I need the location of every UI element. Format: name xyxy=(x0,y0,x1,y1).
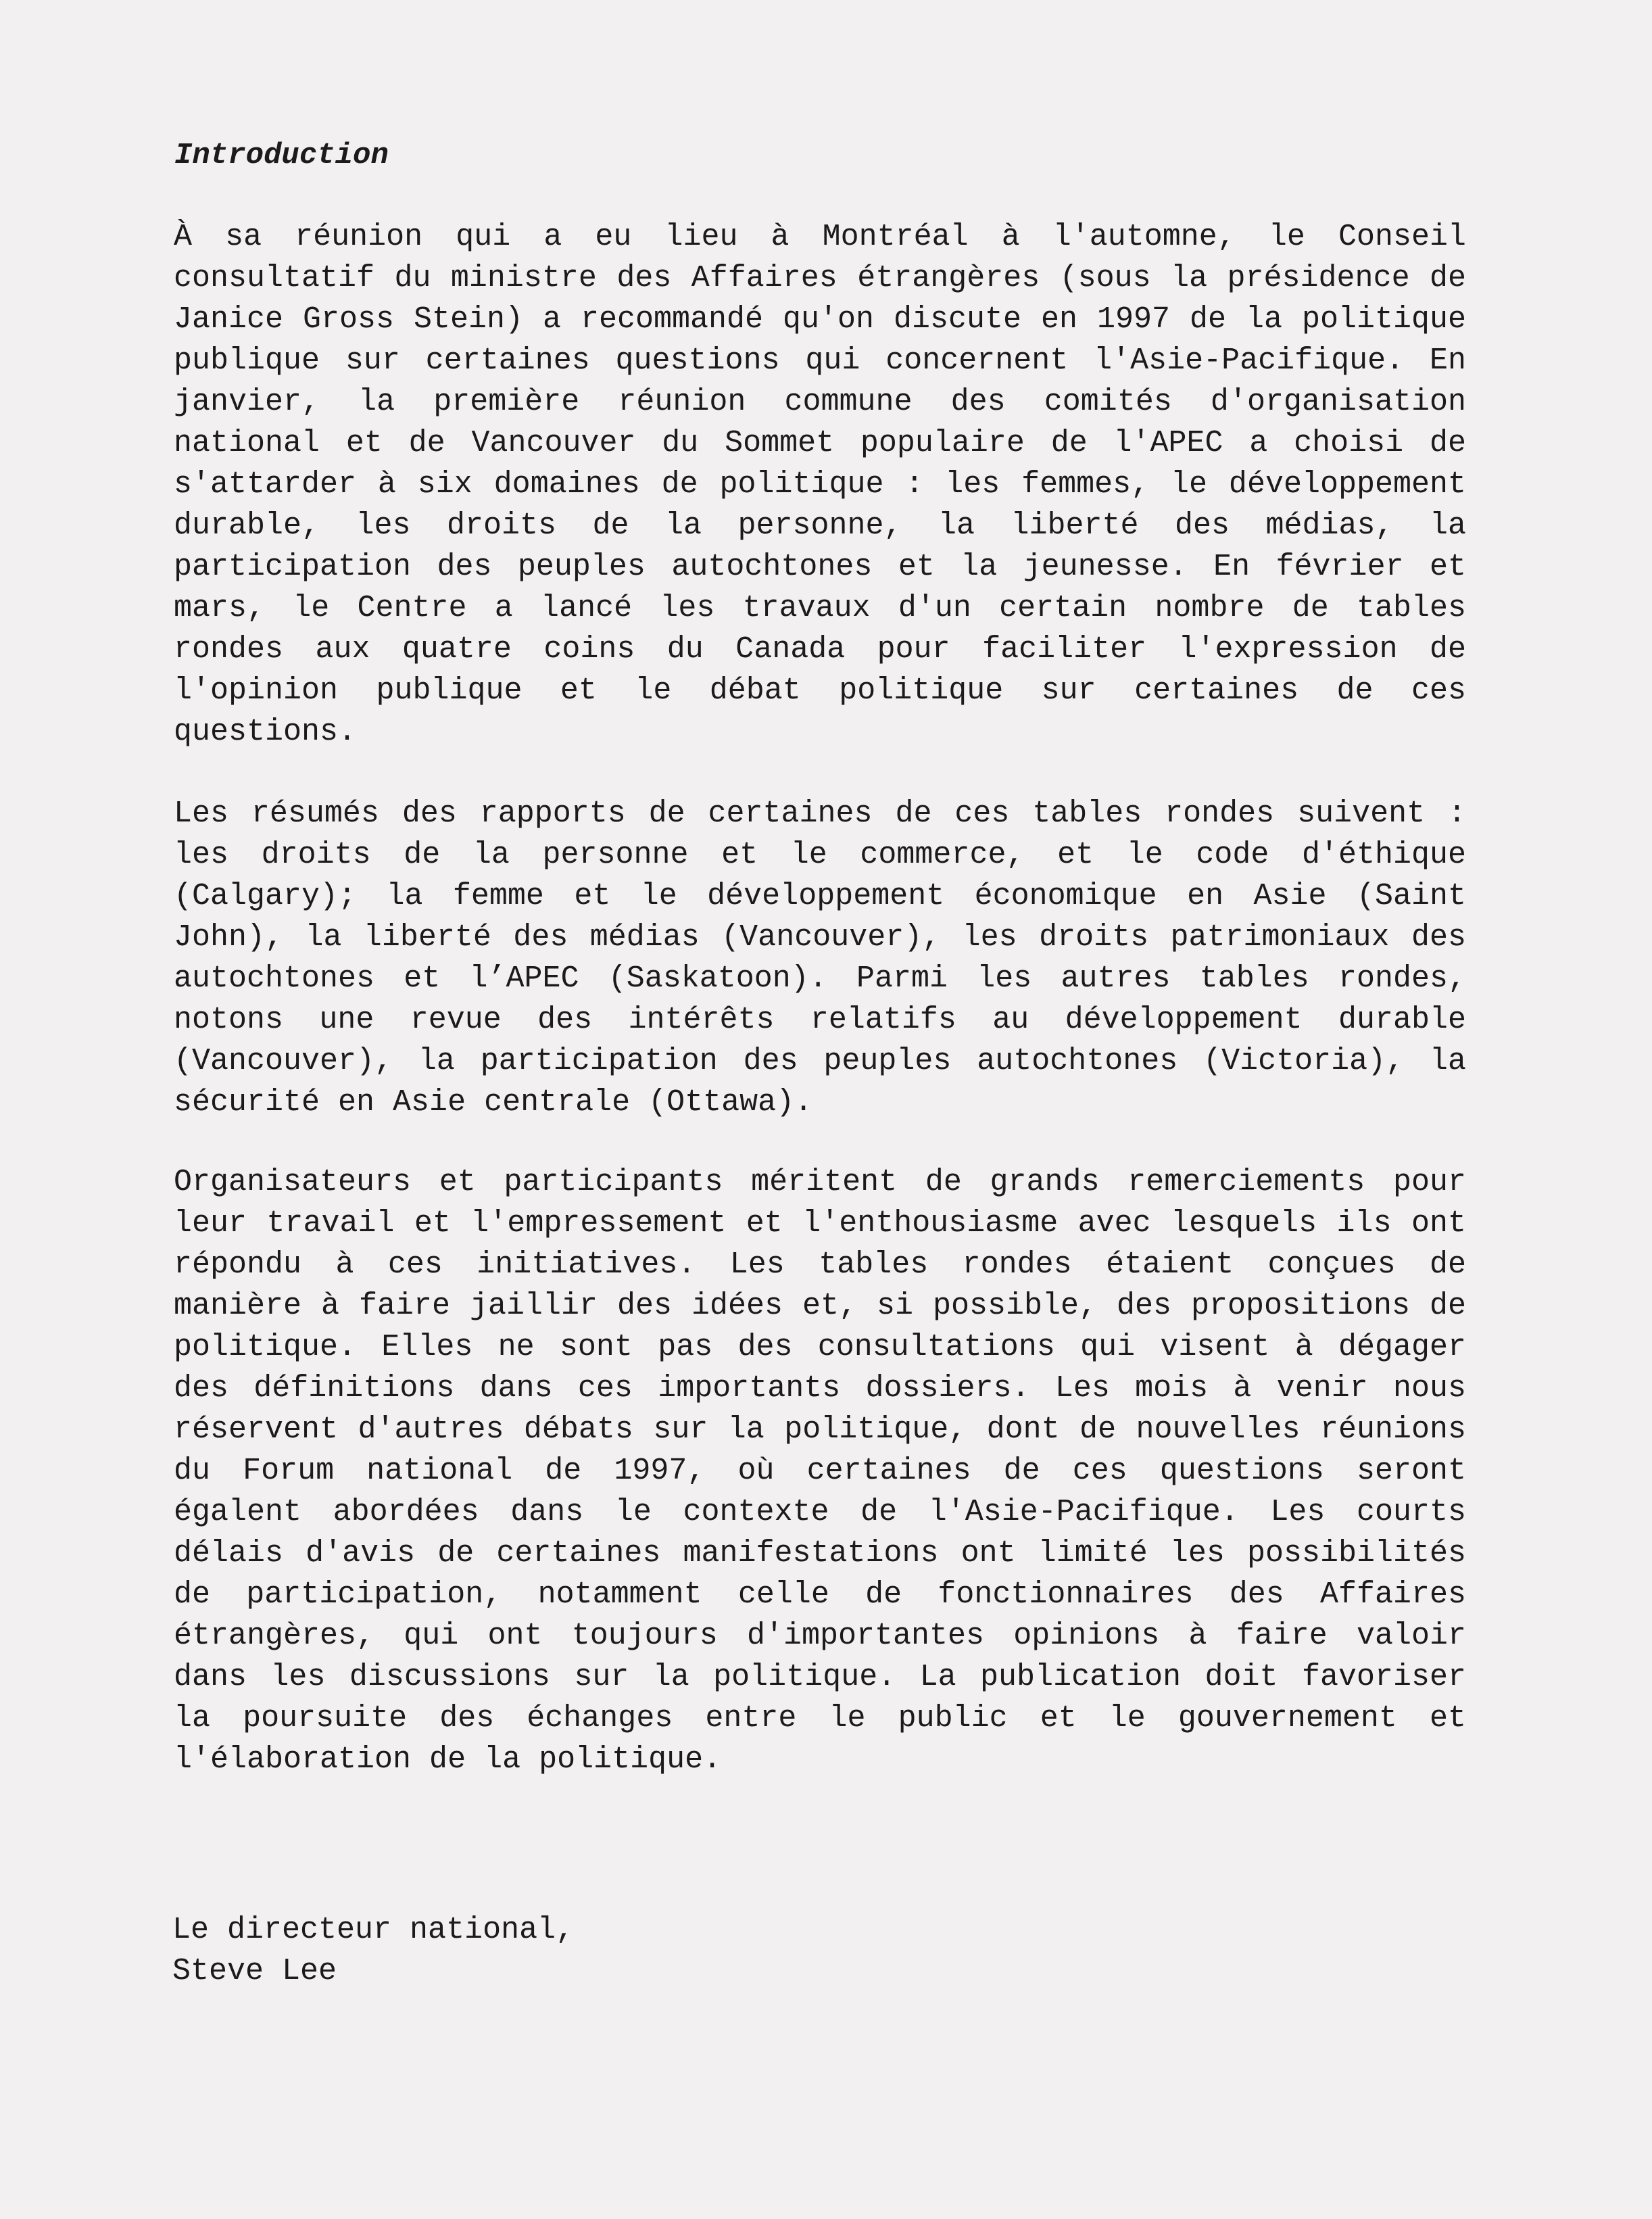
paragraph-2: Les résumés des rapports de certaines de ces tables rondes suivent : les droits de la personne et le commerce, et le code d'éthique (Calgary); la femme et le développement économique en Asie (Saint John), la liberté des médias (Vancouver), les droits patrimoniaux des autochtones et l’APEC (Saskatoon). Parmi les autres tables rondes, notons une revue des intérêts relatifs au développement durable (Vancouver), la participation des peuples autochtones (Victoria), la sécurité en Asie centrale (Ottawa). xyxy=(174,796,1466,1120)
paragraph-1: À sa réunion qui a eu lieu à Montréal à l'automne, le Conseil consultatif du ministre des Affaires étrangères (sous la présidence de Janice Gross Stein) a recommandé qu'on discute en 1997 de la politique publique sur certaines questions qui concernent l'Asie-Pacifique. En janvier, la première réunion commune des comités d'organisation national et de Vancouver du Sommet populaire de l'APEC a choisi de s'attarder à six domaines de politique : les femmes, le développement durable, les droits de la personne, la liberté des médias, la participation des peuples autochtones et la jeunesse. En février et mars, le Centre a lancé les travaux d'un certain nombre de tables rondes aux quatre coins du Canada pour faciliter l'expression de l'opinion publique et le débat politique sur certaines de ces questions. xyxy=(174,220,1466,749)
paragraph-3: Organisateurs et participants méritent de grands remerciements pour leur travail et l'empressement et l'enthousiasme avec lesquels ils ont répondu à ces initiatives. Les tables rondes étaient conçues de manière à faire jaillir des idées et, si possible, des propositions de politique. Elles ne sont pas des consultations qui visent à dégager des définitions dans ces importants dossiers. Les mois à venir nous réservent d'autres débats sur la politique, dont de nouvelles réunions du Forum national de 1997, où certaines de ces questions seront égalent abordées dans le contexte de l'Asie-Pacifique. Les courts délais d'avis de certaines manifestations ont limité les possibilités de participation, notamment celle de fonctionnaires des Affaires étrangères, qui ont toujours d'importantes opinions à faire valoir dans les discussions sur la politique. La publication doit favoriser la poursuite des échanges entre le public et le gouvernement et l'élaboration de la politique. xyxy=(174,1165,1466,1777)
signature-title: Le directeur national, xyxy=(172,1913,575,1947)
signature-name: Steve Lee xyxy=(172,1954,337,1988)
section-heading: Introduction xyxy=(174,139,389,172)
